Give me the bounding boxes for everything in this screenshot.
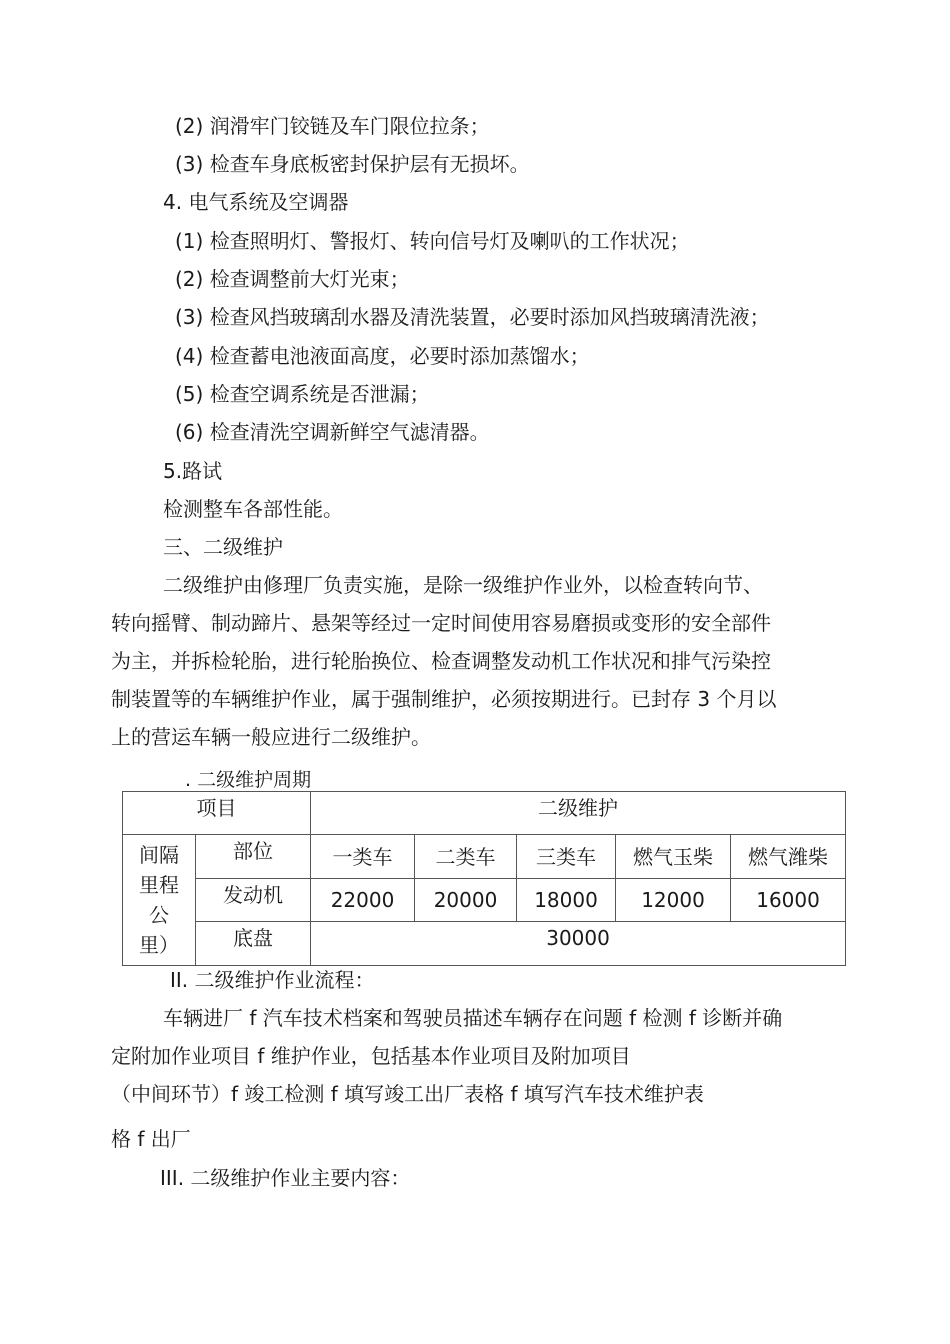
list-item: (3) 检查风挡玻璃刮水器及清洗装置，必要时添加风挡玻璃清洗液；	[175, 305, 770, 329]
header-level: 二级维护	[311, 792, 846, 835]
category-cell: 二类车	[415, 835, 517, 879]
maintenance-interval-table	[122, 791, 846, 966]
paragraph-line: 为主，并拆检轮胎，进行轮胎换位、检查调整发动机工作状况和排气污染控	[111, 649, 771, 673]
paragraph-line: （中间环节）f 竣工检测 f 填写竣工出厂表格 f 填写汽车技术维护表	[111, 1082, 704, 1106]
paragraph-line: 格 f 出厂	[111, 1127, 191, 1151]
section-heading: 5.路试	[163, 459, 223, 483]
paragraph-line: 车辆进厂 f 汽车技术档案和驾驶员描述车辆存在问题 f 检测 f 诊断并确	[163, 1006, 783, 1030]
value-cell: 12000	[616, 879, 731, 921]
col-part: 部位	[196, 835, 311, 879]
list-item: (6) 检查清洗空调新鲜空气滤清器。	[175, 420, 490, 444]
value-cell: 20000	[415, 879, 517, 921]
section-heading: 4. 电气系统及空调器	[163, 190, 349, 214]
list-item: (4) 检查蓄电池液面高度，必要时添加蒸馏水；	[175, 344, 590, 368]
section-heading: II. 二级维护作业流程：	[170, 968, 375, 992]
chassis-label: 底盘	[196, 921, 311, 965]
paragraph: 检测整车各部性能。	[163, 497, 343, 521]
section-heading: 三、二级维护	[163, 535, 283, 559]
value-cell: 22000	[311, 879, 415, 921]
header-item: 项目	[123, 792, 311, 835]
table-caption: . 二级维护周期	[185, 769, 312, 791]
chassis-value: 30000	[311, 921, 846, 965]
paragraph-line: 制装置等的车辆维护作业，属于强制维护，必须按期进行。已封存 3 个月以	[111, 687, 777, 711]
row-label: 间隔 里程 公 里）	[123, 835, 196, 966]
list-item: (3) 检查车身底板密封保护层有无损坏。	[175, 152, 530, 176]
list-item: (5) 检查空调系统是否泄漏；	[175, 382, 430, 406]
list-item: (2) 检查调整前大灯光束；	[175, 267, 410, 291]
category-cell: 一类车	[311, 835, 415, 879]
paragraph-line: 二级维护由修理厂负责实施，是除一级维护作业外，以检查转向节、	[163, 573, 763, 597]
category-cell: 燃气玉柴	[616, 835, 731, 879]
paragraph-line: 转向摇臂、制动蹄片、悬架等经过一定时间使用容易磨损或变形的安全部件	[111, 611, 771, 635]
list-item: (1) 检查照明灯、警报灯、转向信号灯及喇叭的工作状况；	[175, 229, 690, 253]
paragraph-line: 定附加作业项目 f 维护作业，包括基本作业项目及附加项目	[111, 1044, 631, 1068]
paragraph-line: 上的营运车辆一般应进行二级维护。	[111, 725, 431, 749]
list-item: (2) 润滑牢门铰链及车门限位拉条；	[175, 114, 490, 138]
category-cell: 三类车	[517, 835, 616, 879]
section-heading: III. 二级维护作业主要内容：	[160, 1166, 411, 1190]
category-cell: 燃气潍柴	[731, 835, 846, 879]
engine-label: 发动机	[196, 879, 311, 921]
value-cell: 16000	[731, 879, 846, 921]
value-cell: 18000	[517, 879, 616, 921]
